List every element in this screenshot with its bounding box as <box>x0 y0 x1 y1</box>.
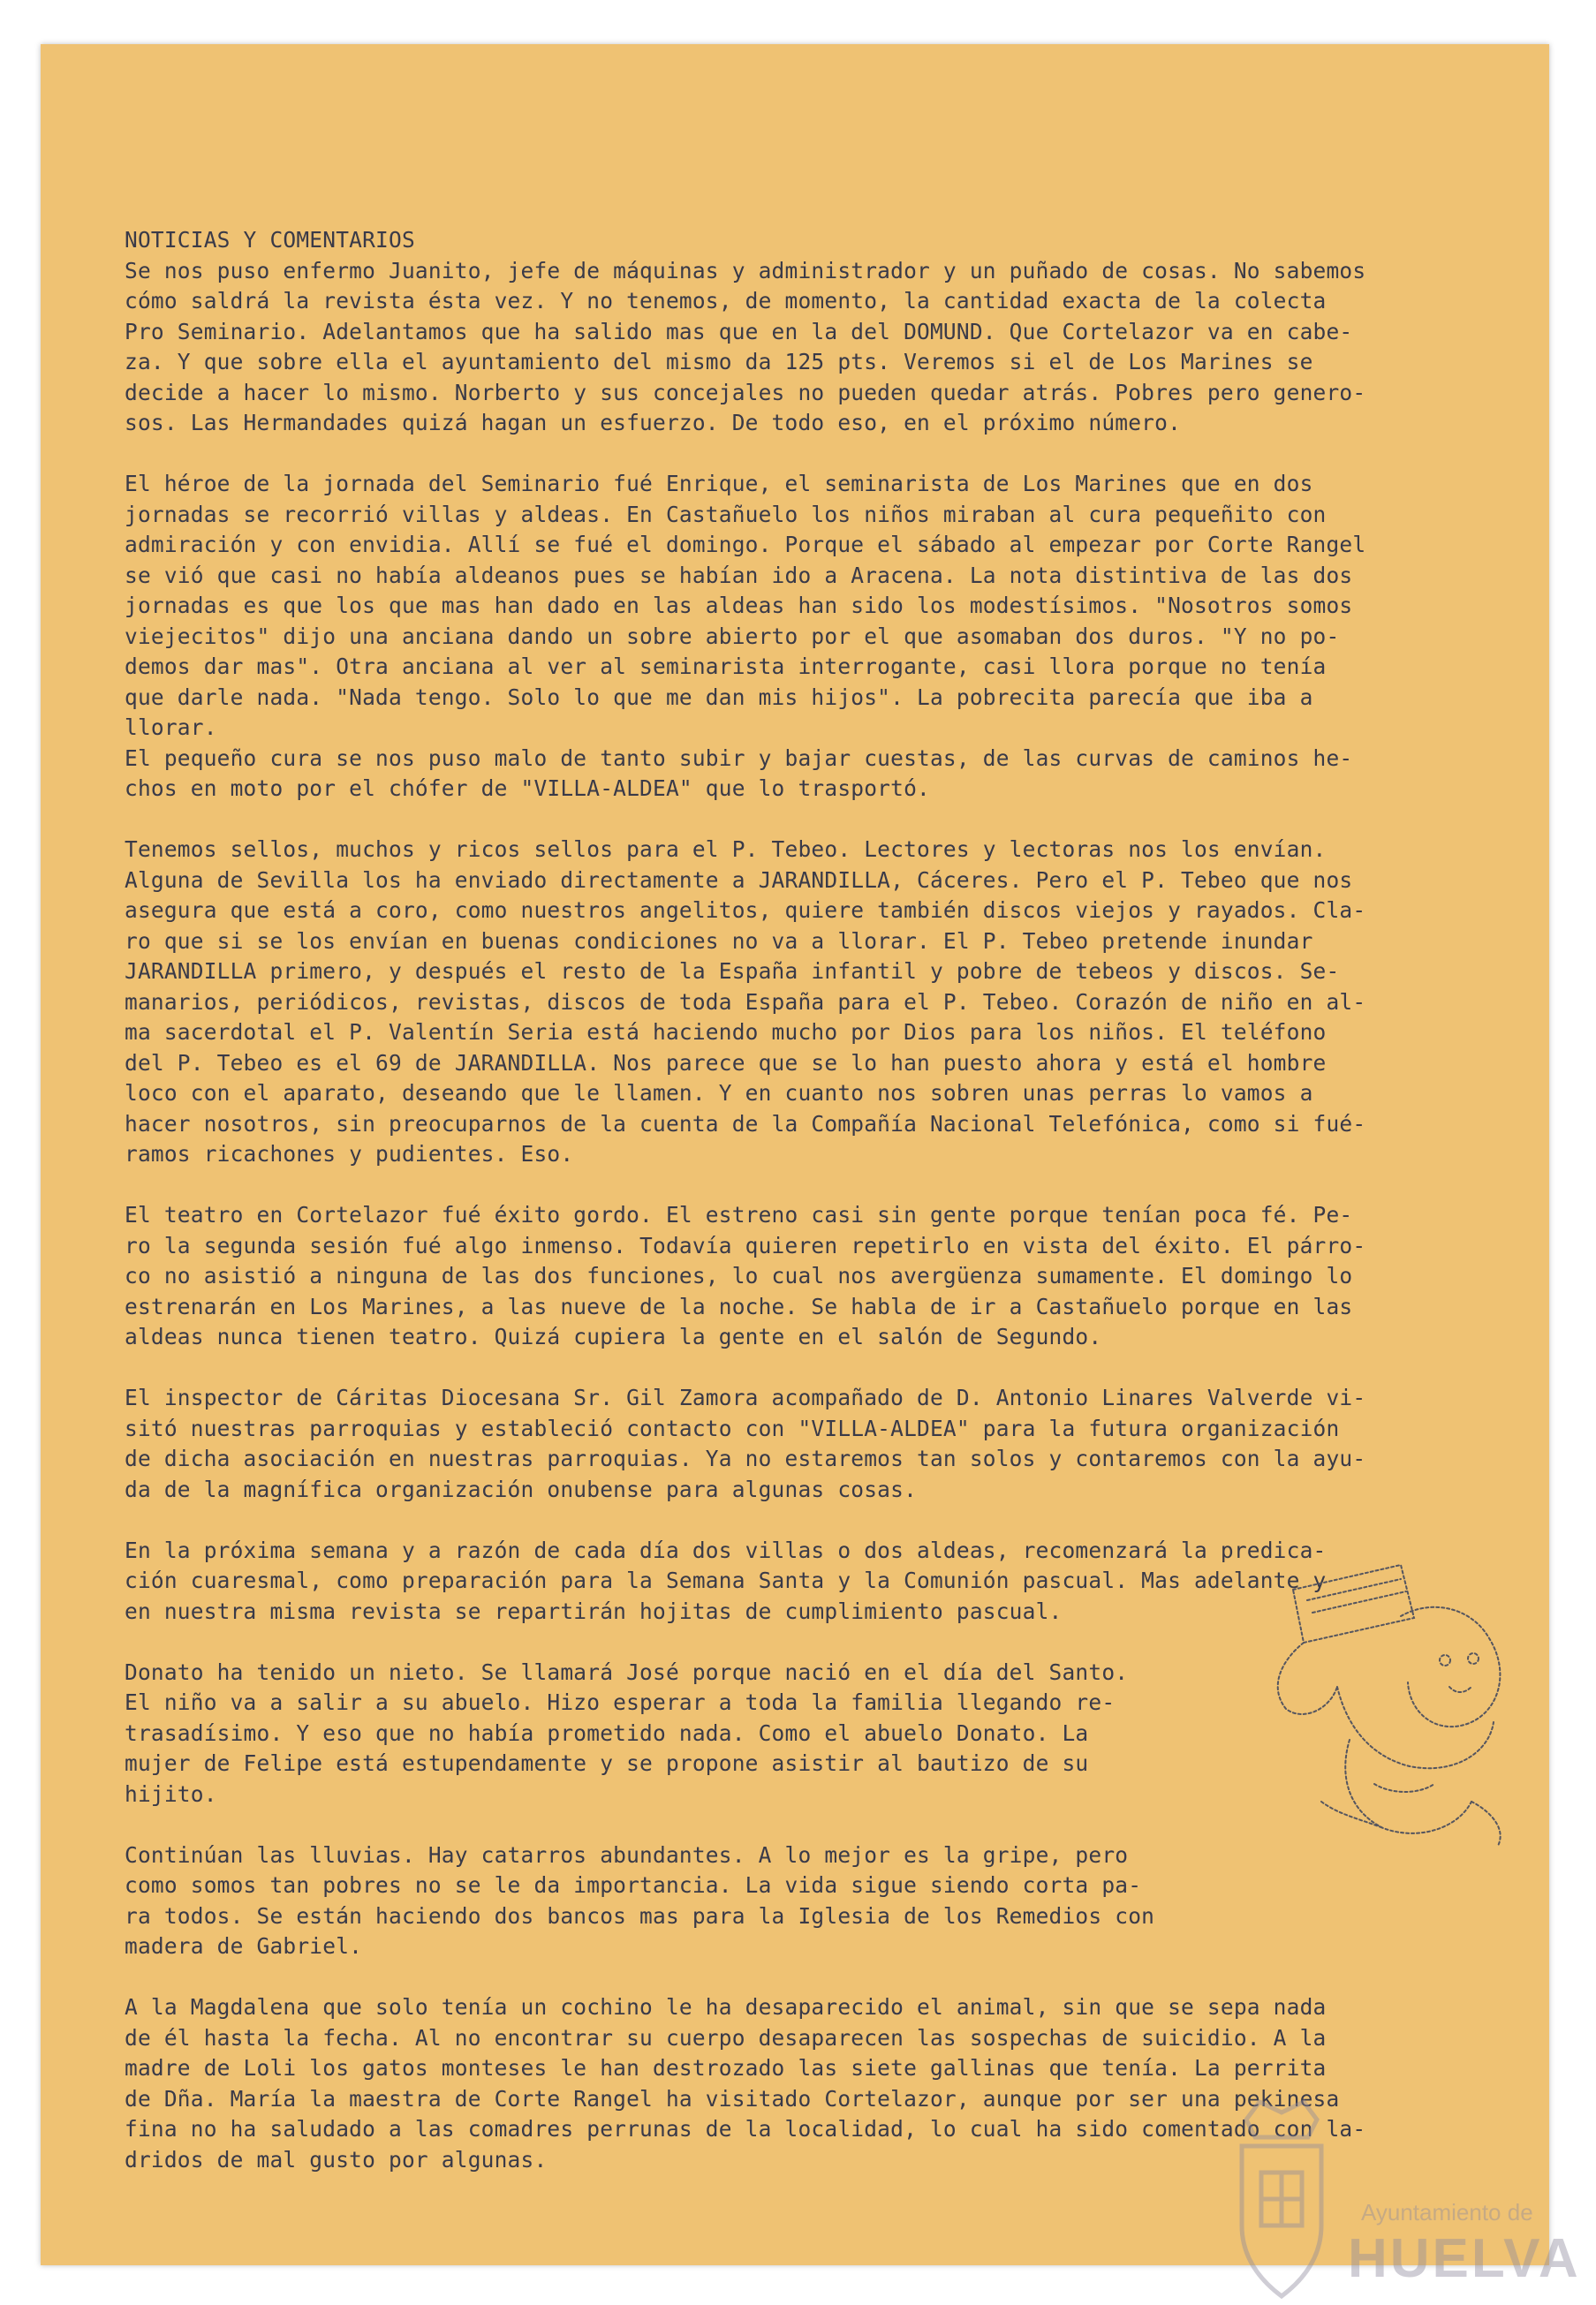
text-line: dridos de mal gusto por algunas. <box>125 2146 548 2173</box>
text-line: El inspector de Cáritas Diocesana Sr. Gil Zamora acompañado de D. Antonio Linares Valverde vi- <box>125 1385 1366 1410</box>
text-line: hacer nosotros, sin preocuparnos de la cuenta de la Compañía Nacional Telefónica, como si fué- <box>125 1110 1366 1137</box>
text-line: chos en moto por el chófer de "VILLA-ALDEA" que lo trasportó. <box>125 775 930 801</box>
text-line: en nuestra misma revista se repartirán hojitas de cumplimiento pascual. <box>125 1598 1063 1624</box>
paper-sheet <box>41 44 1581 2289</box>
text-line: Alguna de Sevilla los ha enviado directamente a JARANDILLA, Cáceres. Pero el P. Tebeo que nos <box>125 866 1353 893</box>
text-line: demos dar mas". Otra anciana al ver al seminarista interrogante, casi llora porque no tenía <box>125 654 1327 679</box>
text-line: ción cuaresmal, como preparación para la Semana Santa y la Comunión pascual. Mas adelante y <box>125 1568 1327 1593</box>
text-line: ro que si se los envían en buenas condiciones no va a llorar. El P. Tebeo pretende inundar <box>125 927 1313 954</box>
huelva-coat-of-arms-icon <box>1224 2084 1339 2305</box>
text-line: da de la magnífica organización onubense para algunas cosas. <box>125 1476 918 1502</box>
text-line: hijito. <box>125 1780 217 1807</box>
text-line: madre de Loli los gatos monteses le han destrozado las siete gallinas que tenía. La perrita <box>125 2055 1327 2081</box>
text-line: JARANDILLA primero, y después el resto de la España infantil y pobre de tebeos y discos. Se- <box>125 958 1340 984</box>
text-line: cómo saldrá la revista ésta vez. Y no tenemos, de momento, la cantidad exacta de la colecta <box>125 288 1327 314</box>
text-line: que darle nada. "Nada tengo. Solo lo que me dan mis hijos". La pobrecita parecía que iba a <box>125 684 1313 710</box>
text-line: A la Magdalena que solo tenía un cochino le ha desaparecido el animal, sin que se sepa nada <box>125 1994 1327 2020</box>
text-line: El héroe de la jornada del Seminario fué Enrique, el seminarista de Los Marines que en dos <box>125 471 1313 496</box>
text-line: Pro Seminario. Adelantamos que ha salido mas que en la del DOMUND. Que Cortelazor va en cabe- <box>125 318 1353 344</box>
text-line: El teatro en Cortelazor fué éxito gordo. El estreno casi sin gente porque tenían poca fé. Pe- <box>125 1202 1353 1228</box>
text-line: trasadísimo. Y eso que no había prometido nada. Como el abuelo Donato. La <box>125 1719 1089 1746</box>
text-line: Se nos puso enfermo Juanito, jefe de máquinas y administrador y un puñado de cosas. No sabemos <box>125 257 1366 283</box>
text-line: ma sacerdotal el P. Valentín Seria está haciendo mucho por Dios para los niños. El teléfono <box>125 1019 1327 1045</box>
text-line: de Dña. María la maestra de Corte Rangel ha visitado Cortelazor, aunque por ser una pekinesa <box>125 2085 1340 2112</box>
paragraph <box>125 256 1564 439</box>
child-with-newspaper-drawing <box>1268 1563 1533 1855</box>
text-line: El pequeño cura se nos puso malo de tanto subir y bajar cuestas, de las curvas de caminos he- <box>125 744 1353 771</box>
text-line: za. Y que sobre ella el ayuntamiento del mismo da 125 pts. Veremos si el de Los Marines se <box>125 349 1313 374</box>
watermark-city: HUELVA <box>1348 2228 1581 2289</box>
text-line: mujer de Felipe está estupendamente y se propone asistir al bautizo de su <box>125 1750 1089 1776</box>
watermark-name: Ayuntamiento de <box>1361 2199 1533 2226</box>
paragraph <box>125 1383 1564 1505</box>
text-line: ra todos. Se están haciendo dos bancos mas para la Iglesia de los Remedios con <box>125 1902 1155 1929</box>
paragraph-list <box>125 256 1564 2176</box>
text-line: ro la segunda sesión fué algo inmenso. Todavía quieren repetirlo en vista del éxito. El párro- <box>125 1232 1366 1258</box>
text-line: manarios, periódicos, revistas, discos de toda España para el P. Tebeo. Corazón de niño en al- <box>125 988 1366 1015</box>
article-body <box>125 225 1564 2206</box>
text-line: de dicha asociación en nuestras parroquias. Ya no estaremos tan solos y contaremos con la ayu- <box>125 1446 1366 1471</box>
text-line: aldeas nunca tienen teatro. Quizá cupiera la gente en el salón de Segundo. <box>125 1324 1102 1349</box>
text-line: madera de Gabriel. <box>125 1933 363 1959</box>
text-line: Tenemos sellos, muchos y ricos sellos para el P. Tebeo. Lectores y lectoras nos los envían. <box>125 836 1327 862</box>
text-line: sitó nuestras parroquias y estableció contacto con "VILLA-ALDEA" para la futura organización <box>125 1415 1340 1441</box>
paragraph <box>125 835 1564 1170</box>
text-line: del P. Tebeo es el 69 de JARANDILLA. Nos parece que se lo han puesto ahora y está el hombre <box>125 1049 1327 1076</box>
text-line: fina no ha saludado a las comadres perrunas de la localidad, lo cual ha sido comentado con la- <box>125 2116 1366 2142</box>
ayuntamiento-watermark <box>1224 2084 1581 2305</box>
text-line: El niño va a salir a su abuelo. Hizo esperar a toda la familia llegando re- <box>125 1689 1116 1715</box>
text-line: En la próxima semana y a razón de cada día dos villas o dos aldeas, recomenzará la predica- <box>125 1537 1327 1563</box>
text-line: como somos tan pobres no se le da importancia. La vida sigue siendo corta pa- <box>125 1872 1142 1898</box>
text-line: ramos ricachones y pudientes. Eso. <box>125 1141 574 1167</box>
text-line: estrenarán en Los Marines, a las nueve de la noche. Se habla de ir a Castañuelo porque en las <box>125 1293 1353 1319</box>
paragraph <box>125 1200 1564 1353</box>
text-line: Donato ha tenido un nieto. Se llamará José porque nació en el día del Santo. <box>125 1659 1129 1685</box>
text-line: llorar. <box>125 714 217 740</box>
text-line: asegura que está a coro, como nuestros angelitos, quiere también discos viejos y rayados. Cla- <box>125 897 1366 923</box>
section-heading: NOTICIAS Y COMENTARIOS <box>125 227 415 253</box>
text-line: decide a hacer lo mismo. Norberto y sus concejales no pueden quedar atrás. Pobres pero genero- <box>125 379 1366 405</box>
text-line: sos. Las Hermandades quizá hagan un esfuerzo. De todo eso, en el próximo número. <box>125 410 1182 435</box>
text-line: se vió que casi no había aldeanos pues se habían ido a Aracena. La nota distintiva de las dos <box>125 562 1353 588</box>
text-line: viejecitos" dijo una anciana dando un sobre abierto por el que asomaban dos duros. "Y no po- <box>125 623 1340 649</box>
text-line: loco con el aparato, deseando que le llamen. Y en cuanto nos sobren unas perras lo vamos a <box>125 1080 1313 1106</box>
text-line: admiración y con envidia. Allí se fué el domingo. Porque el sábado al empezar por Corte Rangel <box>125 532 1366 557</box>
text-line: Continúan las lluvias. Hay catarros abundantes. A lo mejor es la gripe, pero <box>125 1841 1129 1868</box>
text-line: jornadas se recorrió villas y aldeas. En Castañuelo los niños miraban al cura pequeñito con <box>125 501 1327 527</box>
text-line: jornadas es que los que mas han dado en las aldeas han sido los modestísimos. "Nosotros somos <box>125 593 1353 618</box>
paragraph <box>125 1840 1564 1962</box>
text-line: de él hasta la fecha. Al no encontrar su cuerpo desaparecen las sospechas de suicidio. A la <box>125 2024 1327 2051</box>
text-line: co no asistió a ninguna de las dos funciones, lo cual nos avergüenza sumamente. El domingo lo <box>125 1263 1353 1289</box>
paragraph <box>125 469 1564 805</box>
